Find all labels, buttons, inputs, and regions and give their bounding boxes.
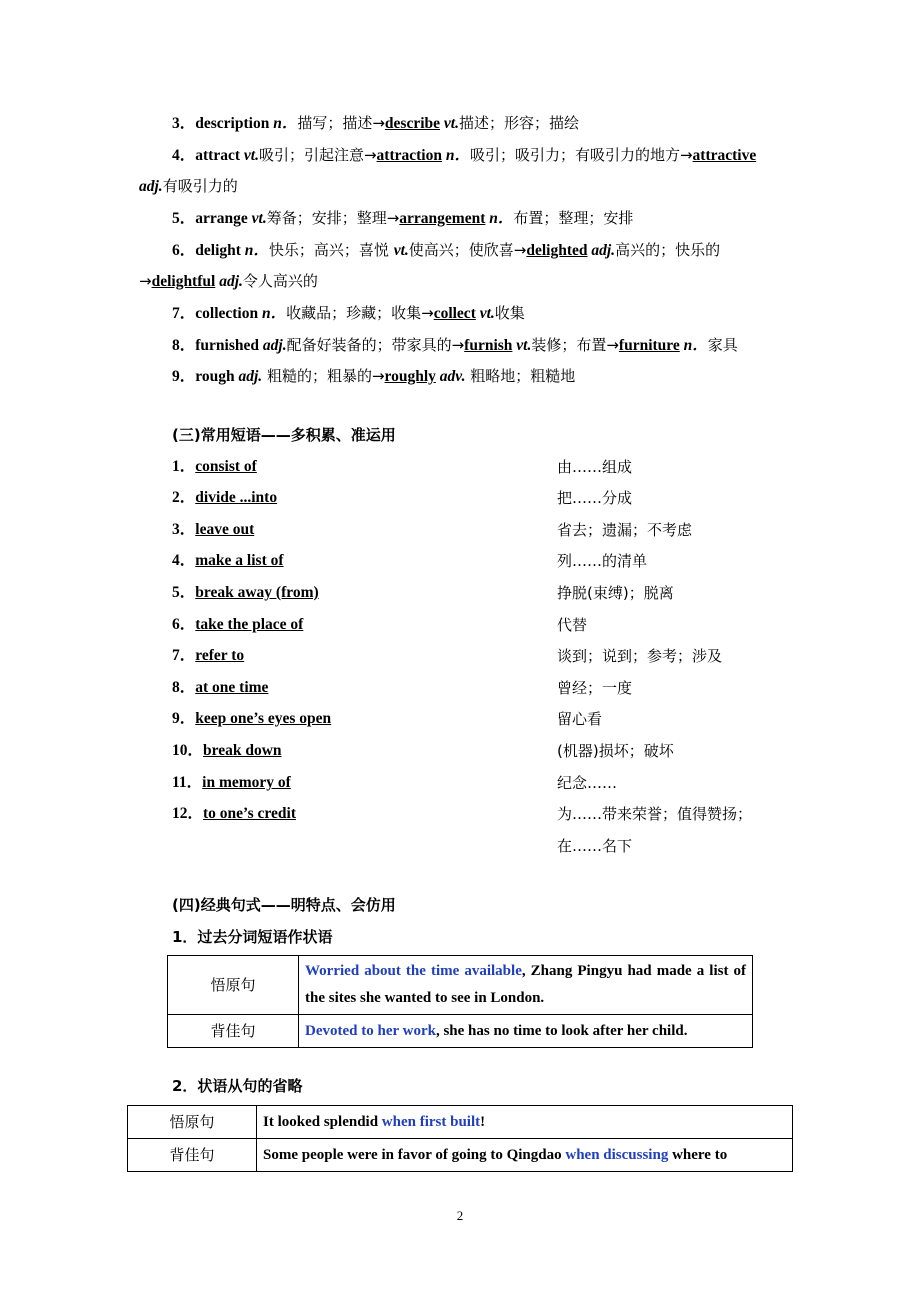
phrase-item: 4．make a list of [172, 552, 284, 569]
row-label: 悟原句 [168, 956, 299, 1015]
page-number: 2 [456, 1208, 464, 1223]
row-label: 悟原句 [128, 1106, 257, 1139]
vocab-item-9: 9．rough adj. 粗糙的；粗暴的→roughly adv. 粗略地；粗糙地 [172, 367, 576, 385]
phrase-item: 2．divide ...into [172, 489, 278, 506]
vocab-item-3: 3．description n．描写；描述→describe vt.描述；形容；描绘 [172, 114, 579, 132]
phrase-meaning: 留心看 [557, 710, 603, 728]
vocab-item-7: 7．collection n．收藏品；珍藏；收集→collect vt.收集 [172, 304, 525, 322]
pattern-2-table [127, 1105, 793, 1172]
phrase-meaning: 把……分成 [557, 489, 633, 507]
table-row [128, 1106, 793, 1139]
pattern-1-table [167, 955, 753, 1048]
phrase-meaning: 列……的清单 [557, 552, 648, 570]
table-row [168, 956, 753, 1015]
sentences-heading: (四)经典句式——明特点、会仿用 [172, 896, 396, 914]
vocab-item-5: 5．arrange vt.筹备；安排；整理→arrangement n．布置；整理；安排 [172, 209, 634, 227]
phrase-item: 6．take the place of [172, 616, 304, 633]
row-label: 背佳句 [168, 1015, 299, 1048]
vocab-item-4: 4．attract vt.吸引；引起注意→attraction n．吸引；吸引力；有吸引力的地方→attractive [172, 146, 757, 164]
pattern-1-title: 1．过去分词短语作状语 [172, 928, 333, 946]
pattern-2-title: 2．状语从句的省略 [172, 1077, 303, 1095]
phrase-meaning: 代替 [557, 616, 588, 634]
phrase-meaning: 为……带来荣誉；值得赞扬； [557, 805, 753, 823]
row-label: 背佳句 [128, 1139, 257, 1172]
phrase-item: 9．keep one’s eyes open [172, 710, 332, 727]
vocab-item-4-continued: adj.有吸引力的 [139, 177, 238, 195]
vocab-item-8: 8．furnished adj.配备好装备的；带家具的→furnish vt.装修；布置→furniture n．家具 [172, 336, 738, 354]
table-row [168, 1015, 753, 1048]
vocab-item-6: 6．delight n．快乐；高兴；喜悦 vt.使高兴；使欣喜→delighted adj.高兴的；快乐的 [172, 241, 721, 259]
phrase-meaning: 纪念…… [557, 774, 618, 792]
phrase-item: 5．break away (from) [172, 584, 319, 601]
phrase-item: 1．consist of [172, 458, 257, 475]
phrase-item: 12．to one’s credit [172, 805, 296, 822]
phrase-meaning: 挣脱(束缚)；脱离 [557, 584, 674, 602]
phrases-heading: (三)常用短语——多积累、准运用 [172, 426, 396, 444]
vocab-item-6-continued: →delightful adj.令人高兴的 [139, 272, 318, 290]
example-sentence: Some people were in favor of going to Qingdao when discussing where to [257, 1139, 793, 1172]
phrase-item: 3．leave out [172, 521, 255, 538]
phrase-item: 8．at one time [172, 679, 269, 696]
example-sentence: It looked splendid when first built! [257, 1106, 793, 1139]
example-sentence: Devoted to her work, she has no time to look after her child. [299, 1015, 753, 1048]
phrase-meaning: (机器)损坏；破坏 [557, 742, 674, 760]
phrase-item: 7．refer to [172, 647, 245, 664]
example-sentence: Worried about the time available, Zhang Pingyu had made a list of the sites she wanted to see in London. [299, 956, 753, 1015]
phrase-meaning: 曾经；一度 [557, 679, 633, 697]
phrase-meaning: 省去；遗漏；不考虑 [557, 521, 693, 539]
phrase-meaning: 由……组成 [557, 458, 633, 476]
phrase-item: 11．in memory of [172, 774, 291, 791]
table-row [128, 1139, 793, 1172]
phrase-meaning-continued: 在……名下 [557, 837, 633, 855]
phrase-meaning: 谈到；说到；参考；涉及 [557, 647, 723, 665]
phrase-item: 10．break down [172, 742, 282, 759]
